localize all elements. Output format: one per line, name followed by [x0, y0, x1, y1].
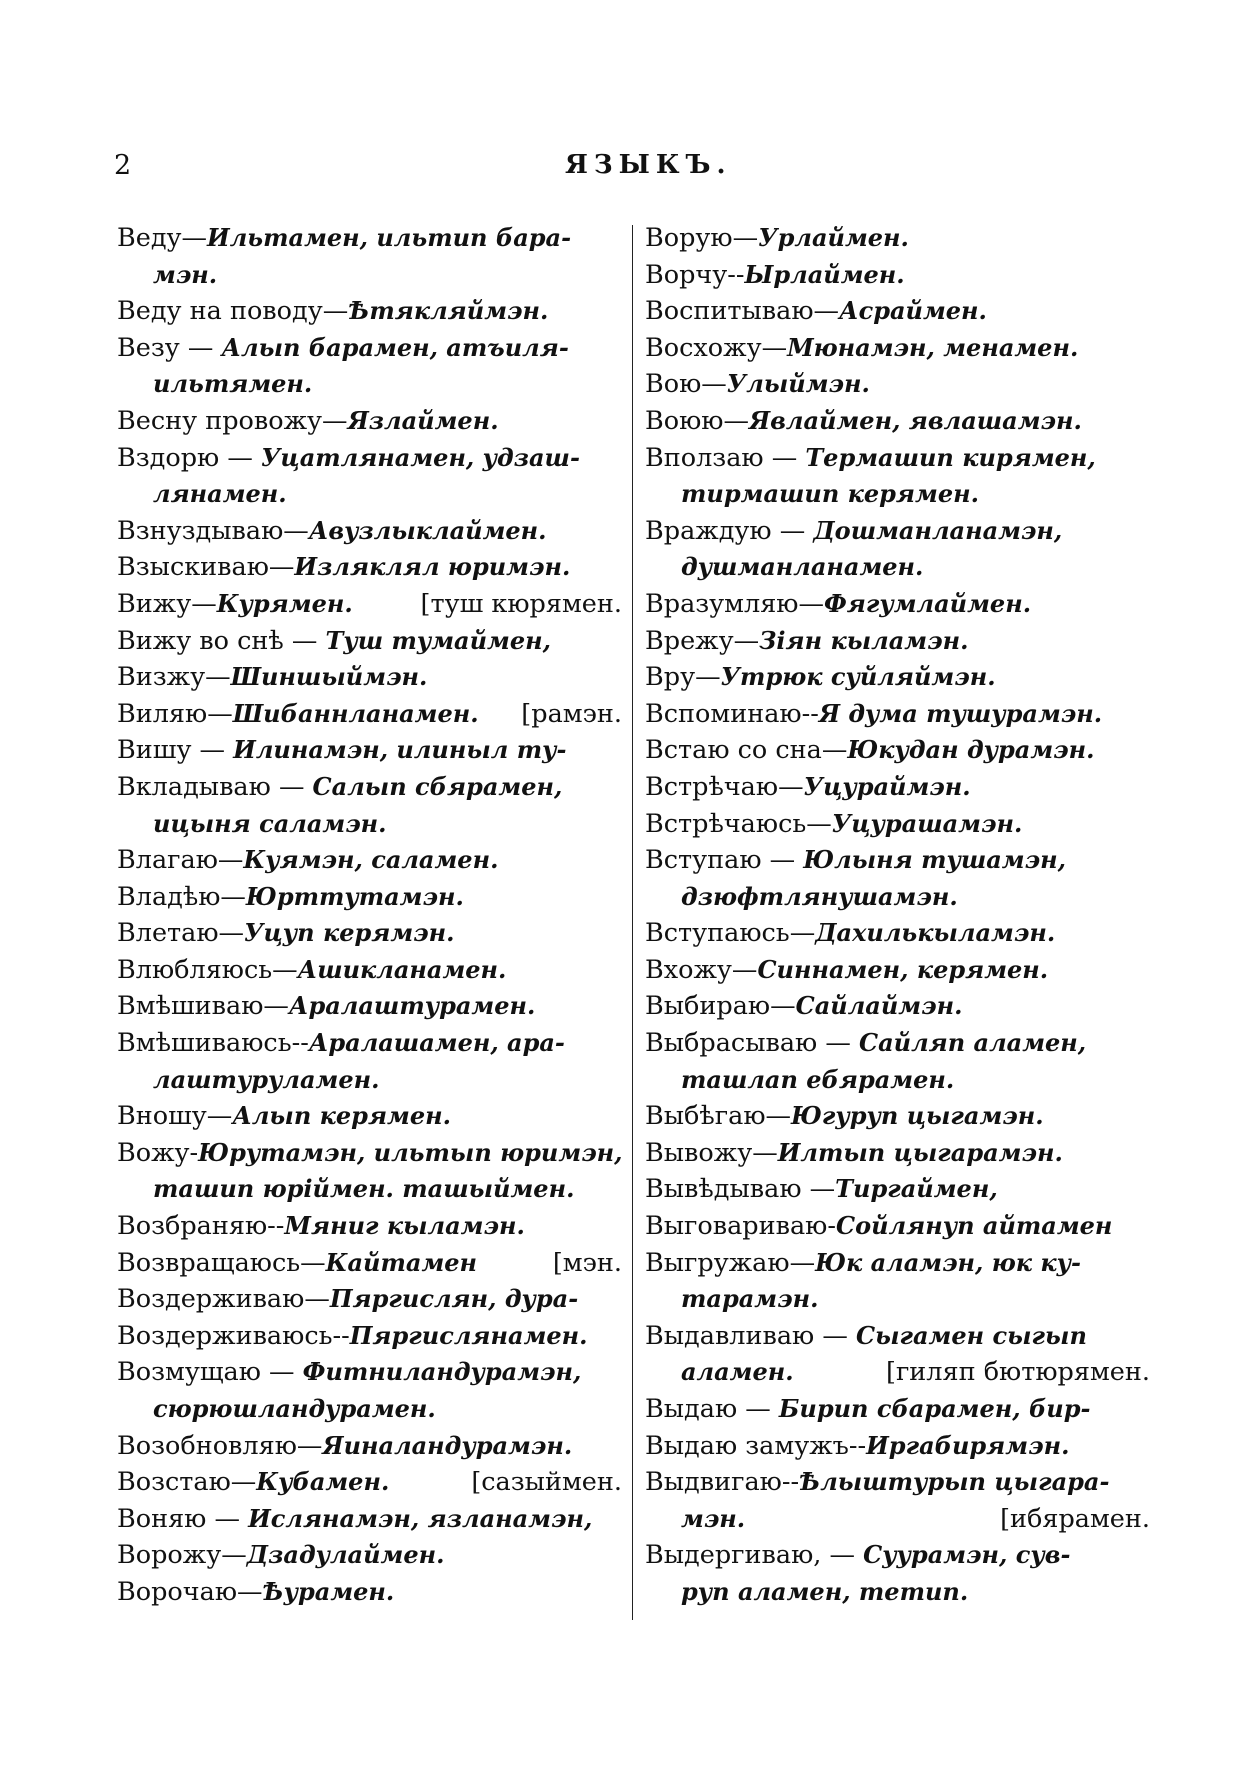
russian-headword: Воюю— — [645, 405, 749, 436]
translation: Тиргаймен, — [835, 1174, 998, 1204]
dictionary-line — [117, 1098, 622, 1135]
russian-headword: Виляю— — [117, 698, 233, 729]
translation: Уцурашамэн. — [831, 808, 1023, 838]
russian-headword: Вмѣшиваюсь-- — [117, 1028, 309, 1059]
translation: Сайляп аламен, — [858, 1028, 1087, 1058]
translation: ильтямен. — [153, 369, 313, 399]
translation: Синнамен, керямен. — [757, 954, 1049, 984]
dictionary-line — [645, 769, 1150, 806]
russian-headword: Веду на поводу— — [117, 296, 349, 327]
dictionary-line — [645, 1171, 1150, 1208]
translation: Урлаймен. — [758, 223, 909, 252]
russian-headword: Вру— — [645, 662, 721, 693]
translation: Уцураймэн. — [803, 771, 971, 801]
russian-headword: Выбѣгаю— — [645, 1101, 792, 1132]
dictionary-line — [645, 476, 1150, 513]
translation: Сыгамен сыгып — [855, 1320, 1087, 1350]
translation: Фитниландурамэн, — [302, 1357, 582, 1387]
translation: аламен. — [681, 1357, 794, 1387]
dictionary-line — [117, 732, 622, 769]
dictionary-line — [117, 476, 622, 513]
dictionary-line — [645, 1098, 1150, 1135]
russian-headword: Возстаю— — [117, 1467, 257, 1498]
dictionary-line — [645, 696, 1150, 733]
dictionary-line — [645, 842, 1150, 879]
dictionary-line — [645, 1574, 1150, 1611]
translation: Юк аламэн, юк ку- — [815, 1247, 1081, 1277]
translation: Пяргислян, дура- — [329, 1284, 579, 1314]
dictionary-line — [645, 1318, 1150, 1355]
translation: Я дума тушурамэн. — [818, 698, 1103, 728]
translation: Куямэн, саламен. — [243, 845, 499, 875]
translation: Утрюк суйляймэн. — [720, 662, 996, 692]
dictionary-line — [117, 220, 622, 257]
left-column — [117, 220, 622, 1611]
translation: Юкудан дурамэн. — [847, 735, 1095, 765]
dictionary-line — [117, 440, 622, 477]
translation: Сойлянуп айтамен — [836, 1211, 1113, 1241]
dictionary-line — [117, 1391, 622, 1428]
translation: тарамэн. — [681, 1284, 819, 1314]
dictionary-line — [117, 1245, 622, 1282]
dictionary-line — [117, 842, 622, 879]
russian-headword: Ворожу— — [117, 1540, 247, 1571]
dictionary-line — [645, 1428, 1150, 1465]
dictionary-line — [117, 769, 622, 806]
russian-headword: Взыскиваю— — [117, 552, 295, 583]
dictionary-line — [117, 549, 622, 586]
russian-headword: Воздерживаюсь-- — [117, 1320, 350, 1351]
russian-headword: Воняю — — [117, 1503, 249, 1534]
translation: Изляклял юримэн. — [294, 552, 571, 582]
dictionary-line — [645, 1062, 1150, 1099]
translation: Уцуп керямэн. — [244, 918, 455, 948]
translation: сюрюшландурамен. — [153, 1394, 436, 1423]
dictionary-line — [117, 696, 622, 733]
translation: Ашикланамен. — [297, 954, 507, 984]
translation: Туш тумаймен, — [325, 625, 551, 655]
russian-headword: Ворчу-- — [645, 259, 745, 290]
russian-headword: Врежу— — [645, 625, 760, 656]
russian-headword: Враждую — — [645, 515, 814, 546]
translation: Дахилькыламэн. — [815, 918, 1056, 948]
translation: Мюнамэн, менамен. — [787, 332, 1079, 362]
dictionary-line — [117, 1501, 622, 1538]
russian-headword: Влагаю— — [117, 845, 244, 876]
dictionary-line — [645, 659, 1150, 696]
translation: Суурамэн, сув- — [863, 1540, 1071, 1570]
translation: Дзадулаймен. — [246, 1540, 445, 1570]
translation: Аралашамен, ара- — [308, 1028, 565, 1058]
bracket-continuation: [туш кюрямен. — [420, 588, 622, 619]
translation: Авузлыклаймен. — [308, 515, 547, 545]
dictionary-line — [117, 915, 622, 952]
dictionary-line — [645, 1208, 1150, 1245]
translation: Ислянамэн, язланамэн, — [248, 1503, 593, 1533]
dictionary-line — [117, 952, 622, 989]
bracket-continuation: [сазыймен. — [471, 1467, 622, 1498]
dictionary-line — [645, 293, 1150, 330]
russian-headword: Возмущаю — — [117, 1357, 303, 1388]
dictionary-line — [645, 1464, 1150, 1501]
russian-headword: Вразумляю— — [645, 588, 824, 619]
russian-headword: Вывожу— — [645, 1137, 778, 1168]
dictionary-line — [117, 988, 622, 1025]
dictionary-line — [645, 513, 1150, 550]
dictionary-line — [117, 1208, 622, 1245]
russian-headword: Выговариваю- — [645, 1211, 837, 1242]
dictionary-line — [117, 586, 622, 623]
dictionary-line — [645, 915, 1150, 952]
russian-headword: Ворую— — [645, 223, 759, 253]
translation: Мяниг кыламэн. — [284, 1211, 525, 1241]
bracket-continuation: [рамэн. — [521, 698, 622, 729]
dictionary-line — [117, 1464, 622, 1501]
dictionary-line — [117, 1135, 622, 1172]
translation: Юлыня тушамэн, — [803, 845, 1066, 875]
translation: душманланамен. — [681, 552, 924, 582]
russian-headword: Вкладываю — — [117, 771, 313, 802]
dictionary-line — [645, 1025, 1150, 1062]
russian-headword: Выбрасываю — — [645, 1028, 859, 1059]
russian-headword: Выдергиваю, — — [645, 1540, 864, 1571]
russian-headword: Встрѣчаю— — [645, 771, 804, 802]
translation: ташип юріймен. ташыймен. — [153, 1174, 575, 1204]
translation: мэн. — [681, 1503, 746, 1533]
dictionary-line — [645, 1135, 1150, 1172]
dictionary-line — [645, 806, 1150, 843]
bracket-continuation: [ибярамен. — [1000, 1503, 1150, 1534]
dictionary-line — [117, 257, 622, 294]
translation: Шиншыймэн. — [230, 662, 428, 692]
translation: Ѣтякляймэн. — [348, 296, 549, 326]
dictionary-line — [645, 257, 1150, 294]
russian-headword: Везу — — [117, 332, 222, 363]
russian-headword: Вижу во снѣ — — [117, 625, 326, 656]
dictionary-line — [645, 1501, 1150, 1538]
dictionary-line — [117, 1062, 622, 1099]
russian-headword: Восхожу— — [645, 332, 788, 363]
translation: Улыймэн. — [726, 369, 870, 399]
dictionary-line — [117, 1281, 622, 1318]
dictionary-line — [645, 1391, 1150, 1428]
russian-headword: Вношу— — [117, 1101, 233, 1132]
russian-headword: Вою— — [645, 369, 727, 400]
russian-headword: Возвращаюсь— — [117, 1247, 326, 1278]
dictionary-line — [645, 1245, 1150, 1282]
right-column — [645, 220, 1150, 1611]
dictionary-line — [645, 330, 1150, 367]
russian-headword: Выдвигаю-- — [645, 1467, 800, 1498]
russian-headword: Влетаю— — [117, 918, 245, 949]
russian-headword: Вступаюсь— — [645, 918, 816, 949]
russian-headword: Вхожу— — [645, 954, 758, 985]
translation: Явлаймен, явлашамэн. — [749, 405, 1082, 435]
translation: Зіян кыламэн. — [759, 625, 969, 655]
running-head: ЯЗЫКЪ. — [565, 150, 732, 180]
russian-headword: Вижу— — [117, 588, 217, 619]
dictionary-line — [117, 1025, 622, 1062]
translation: Юрттутамэн. — [245, 881, 464, 911]
translation: Кайтамен — [325, 1247, 478, 1277]
russian-headword: Вспоминаю-- — [645, 698, 819, 729]
bracket-continuation: [мэн. — [552, 1247, 622, 1278]
bracket-continuation: [гиляп бютюрямен. — [886, 1357, 1150, 1388]
russian-headword: Возбраняю-- — [117, 1211, 285, 1242]
russian-headword: Встаю со сна— — [645, 735, 848, 766]
translation: Югуруп цыгамэн. — [791, 1101, 1044, 1131]
dictionary-line — [117, 1354, 622, 1391]
dictionary-line — [645, 440, 1150, 477]
russian-headword: Вступаю — — [645, 845, 804, 876]
translation: Илинамэн, илиныл ту- — [233, 735, 567, 765]
column-divider — [632, 225, 633, 1620]
russian-headword: Возобновляю— — [117, 1430, 323, 1461]
translation: Дошманланамэн, — [813, 515, 1063, 545]
russian-headword: Воздерживаю— — [117, 1284, 330, 1315]
russian-headword: Выбираю— — [645, 991, 796, 1022]
russian-headword: Визжу— — [117, 662, 231, 693]
russian-headword: Выгружаю— — [645, 1247, 816, 1278]
dictionary-line — [117, 623, 622, 660]
dictionary-line — [645, 879, 1150, 916]
russian-headword: Влюбляюсь— — [117, 954, 298, 985]
translation: ташлап ебярамен. — [681, 1064, 955, 1094]
russian-headword: Вывѣдываю — — [645, 1174, 836, 1205]
dictionary-line — [117, 366, 622, 403]
translation: Ильтамен, ильтип бара- — [207, 223, 572, 252]
dictionary-line — [645, 952, 1150, 989]
dictionary-line — [645, 1354, 1150, 1391]
russian-headword: Вмѣшиваю— — [117, 991, 289, 1022]
dictionary-line — [645, 366, 1150, 403]
translation: Алып керямен. — [232, 1101, 451, 1131]
dictionary-line — [645, 623, 1150, 660]
translation: Аралаштурамен. — [288, 991, 536, 1021]
translation: ицыня саламэн. — [153, 808, 387, 838]
dictionary-line — [645, 586, 1150, 623]
translation: Яиналандурамэн. — [322, 1430, 573, 1460]
dictionary-line — [117, 1574, 622, 1611]
translation: лаштуруламен. — [153, 1064, 380, 1094]
translation: Асраймен. — [839, 296, 987, 326]
dictionary-line — [117, 806, 622, 843]
dictionary-line — [645, 1281, 1150, 1318]
translation: Юрутамэн, ильтып юримэн, — [198, 1137, 623, 1167]
dictionary-line — [117, 330, 622, 367]
translation: Фягумлаймен. — [824, 588, 1032, 618]
dictionary-line — [117, 1537, 622, 1574]
dictionary-line — [117, 1318, 622, 1355]
translation: Ѣлыштурып цыгара- — [799, 1467, 1110, 1497]
dictionary-line — [645, 988, 1150, 1025]
dictionary-line — [117, 659, 622, 696]
translation: лянамен. — [153, 479, 287, 509]
russian-headword: Ворочаю— — [117, 1576, 263, 1607]
translation: Илтып цыгарамэн. — [777, 1137, 1063, 1167]
dictionary-line — [645, 732, 1150, 769]
russian-headword: Владѣю— — [117, 881, 246, 912]
dictionary-line — [117, 1428, 622, 1465]
dictionary-line — [117, 293, 622, 330]
translation: Уцатлянамен, удзаш- — [260, 442, 580, 472]
translation: Алып барамен, атъиля- — [221, 332, 569, 362]
russian-headword: Вишу — — [117, 735, 234, 766]
russian-headword: Выдаю замужъ-- — [645, 1430, 867, 1461]
translation: Кубамен. — [256, 1467, 390, 1497]
dictionary-line — [645, 220, 1150, 257]
translation: Бирип сбарамен, бир- — [778, 1394, 1091, 1423]
translation: Пяргислянамен. — [349, 1320, 588, 1350]
translation: мэн. — [153, 259, 218, 289]
translation: Иргабирямэн. — [866, 1430, 1070, 1460]
russian-headword: Вожу- — [117, 1137, 199, 1168]
russian-headword: Выдавливаю — — [645, 1320, 856, 1351]
translation: тирмашип керямен. — [681, 479, 979, 509]
russian-headword: Вздорю — — [117, 442, 261, 473]
translation: Курямен. — [216, 588, 353, 618]
translation: Термашип кирямен, — [805, 442, 1096, 472]
translation: дзюфтлянушамэн. — [681, 881, 958, 911]
translation: Салып сбярамен, — [312, 771, 563, 801]
translation: Ѣурамен. — [262, 1576, 395, 1606]
russian-headword: Выдаю — — [645, 1394, 779, 1424]
russian-headword: Взнуздываю— — [117, 515, 309, 546]
russian-headword: Встрѣчаюсь— — [645, 808, 832, 839]
translation: Сайлаймэн. — [795, 991, 963, 1021]
dictionary-line — [117, 879, 622, 916]
translation: Ырлаймен. — [744, 259, 905, 289]
translation: Язлаймен. — [347, 405, 499, 435]
translation: Шибаннланамен. — [232, 698, 479, 728]
dictionary-line — [645, 549, 1150, 586]
dictionary-line — [117, 403, 622, 440]
dictionary-line — [645, 1537, 1150, 1574]
russian-headword: Вползаю — — [645, 442, 806, 473]
russian-headword: Воспитываю— — [645, 296, 840, 327]
dictionary-line — [117, 1171, 622, 1208]
dictionary-line — [645, 403, 1150, 440]
russian-headword: Веду— — [117, 223, 208, 253]
dictionary-line — [117, 513, 622, 550]
translation: руп аламен, тетип. — [681, 1576, 969, 1606]
page-number: 2 — [114, 150, 132, 181]
russian-headword: Весну провожу— — [117, 405, 348, 436]
